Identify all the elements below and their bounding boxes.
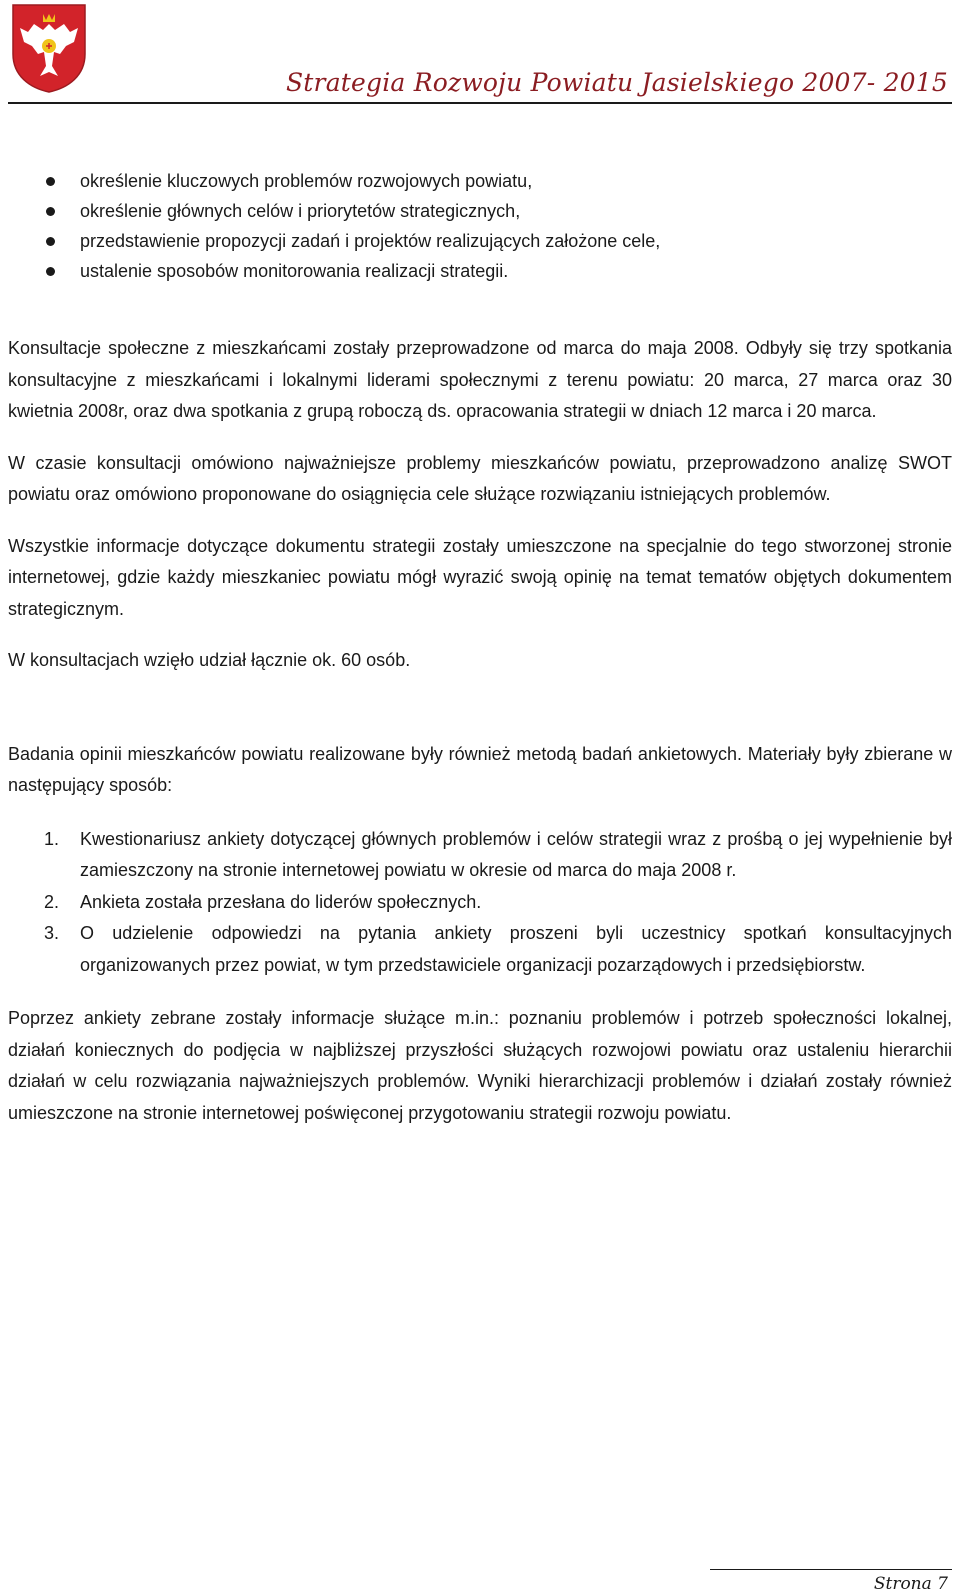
bullet-icon — [46, 207, 55, 216]
bullet-icon — [46, 237, 55, 246]
list-item — [8, 166, 952, 196]
item-text: Ankieta została przesłana do liderów społecznych. — [80, 891, 482, 912]
list-item — [8, 256, 952, 286]
bullet-icon — [46, 177, 55, 186]
footer-divider — [710, 1569, 952, 1570]
website-info-paragraph: Wszystkie informacje dotyczące dokumentu strategii zostały umieszczone na specjalnie do tego stworzonej stronie internetowej, gdzie każdy mieszkaniec powiatu mógł wyrazić swoją opinię na temat tematów objętych dokumentem strategicznym. — [8, 535, 952, 619]
numbered-item — [8, 918, 952, 981]
list-item — [8, 196, 952, 226]
page-content — [8, 166, 952, 1129]
survey-intro-paragraph: Badania opinii mieszkańców powiatu realizowane były również metodą badań ankietowych. Materiały były zbierane w następujący sposób: — [8, 743, 952, 795]
discussion-paragraph: W czasie konsultacji omówiono najważniejsze problemy mieszkańców powiatu, przeprowadzono analizę SWOT powiatu oraz omówiono proponowane do osiągnięcia cele służące rozwiązaniu istniejących problemów. — [8, 452, 952, 504]
results-paragraph: Poprzez ankiety zebrane zostały informacje służące m.in.: poznaniu problemów i potrzeb społeczności lokalnej, działań koniecznych do podjęcia w najbliższej przyszłości służących rozwojowi powiatu oraz ustaleniu hierarchii działań w celu rozwiązania najważniejszych problemów. Wyniki hierarchizacji problemów i działań zostały również umieszczone na stronie internetowej poświęconej przygotowaniu strategii rozwoju powiatu. — [8, 1008, 952, 1123]
objectives-list — [8, 166, 952, 286]
document-title: Strategia Rozwoju Powiatu Jasielskiego 2007- 2015 — [285, 68, 948, 97]
list-item-text: określenie głównych celów i priorytetów strategicznych, — [80, 201, 521, 221]
list-item-text: ustalenie sposobów monitorowania realizacji strategii. — [80, 261, 509, 281]
survey-methods-list — [8, 824, 952, 982]
numbered-item — [8, 887, 952, 919]
consultations-paragraph: Konsultacje społeczne z mieszkańcami zostały przeprowadzone od marca do maja 2008. Odbyły się trzy spotkania konsultacyjne z mieszkańcami i lokalnymi liderami społecznymi z terenu powiatu: 20 marca, 27 marca oraz 30 kwietnia 2008r, oraz dwa spotkania z grupą roboczą ds. opracowania strategii w dniach 12 marca i 20 marca. — [8, 338, 952, 421]
list-item-text: przedstawienie propozycji zadań i projektów realizujących założone cele, — [80, 231, 661, 251]
participants-paragraph: W konsultacjach wzięło udział łącznie ok. 60 osób. — [8, 650, 411, 670]
item-text: Kwestionariusz ankiety dotyczącej głównych problemów i celów strategii wraz z prośbą o jej wypełnienie był zamieszczony na stronie internetowej powiatu w okresie od marca do maja 2008 r. — [80, 828, 952, 880]
item-text: O udzielenie odpowiedzi na pytania ankiety proszeni byli uczestnicy spotkań konsultacyjnych organizowanych przez powiat, w tym przedstawiciele organizacji pozarządowych i przedsiębiorstw. — [80, 923, 952, 975]
coat-of-arms-icon — [10, 2, 88, 94]
list-item — [8, 226, 952, 256]
page-number: Strona 7 — [873, 1574, 948, 1594]
item-number: 2. — [44, 891, 60, 912]
bullet-icon — [46, 267, 55, 276]
item-number: 1. — [44, 828, 60, 849]
header-divider — [8, 102, 952, 104]
list-item-text: określenie kluczowych problemów rozwojowych powiatu, — [80, 171, 533, 191]
page-header — [0, 0, 960, 104]
numbered-item — [8, 824, 952, 887]
item-number: 3. — [44, 923, 60, 943]
